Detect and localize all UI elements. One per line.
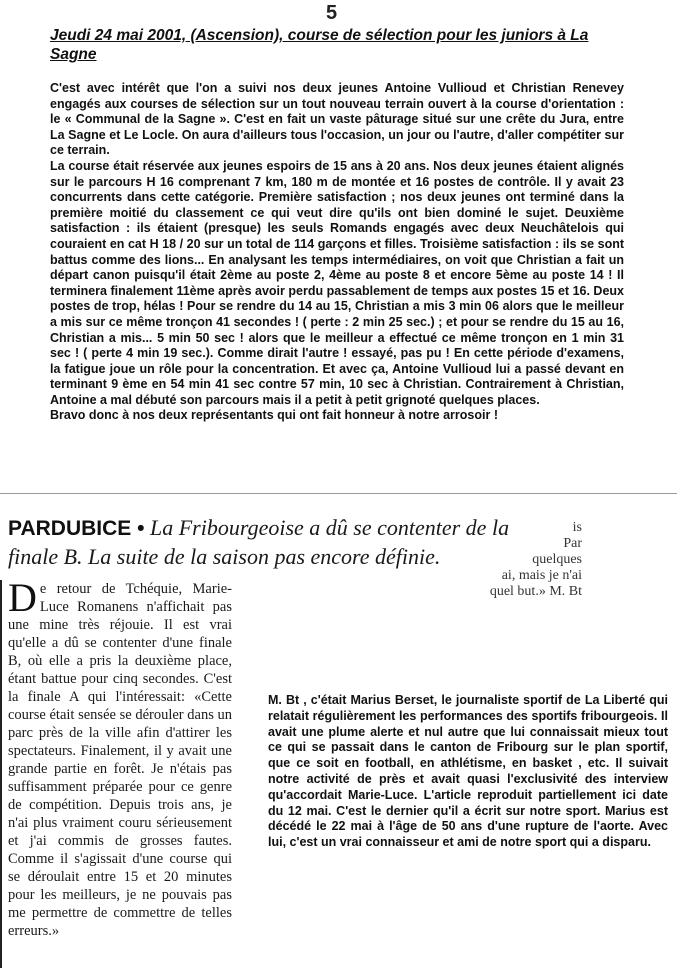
article-paragraph: La course était réservée aux jeunes espoirs de 15 ans à 20 ans. Nos deux jeunes étaient alignés sur le parcours H 16 comprenant 7 km, 180 m de montée et 16 postes de contrôle. Il y avait 23 concurrents dans cette catégorie. Première satisfaction ; nos deux jeunes ont terminé dans la première moitié du classement ce qui veut dire qu'ils ont bien dominé le sujet. Deuxième satisfaction : ils étaient (presque) les seuls Romands engagés avec deux Neuchâtelois qui couraient en cat H 18 / 20 sur un total de 114 garçons et filles. Troisième satisfaction : ils se sont battus comme des lions... En analysant les temps intermédiaires, on voit que Christian a fait un départ canon puisqu'il était 2ème au poste 2, 4ème au poste 8 et encore 5ème au poste 14 ! Il terminera finalement 11ème après avoir perdu passablement de temps aux postes 15 et 16. Deux postes de trop, hélas ! Pour se rendre du 14 au 15, Christian a mis 3 min 06 alors que le meilleur a mis sur ce même tronçon 41 secondes ! ( perte : 2 min 25 sec.) ; et pour se rendre du 15 au 16, Christian a mis... 5 min 50 sec ! alors que le meilleur a effectué ce même tronçon en 1 min 31 sec ! ( perte 4 min 19 sec.). Comme dirait l'autre ! essayé, pas pu ! En cette période d'examens, la fatigue joue un rôle pour la concentration. Et avec ça, Antoine Vullioud lui a passé devant en terminant 9 ème en 54 min 41 sec contre 57 min, 10 sec à Christian. Contrairement à Christian, Antoine a mal débuté son parcours mais il a petit à petit grignoté quelques places. [50, 158, 624, 407]
side-note: M. Bt , c'était Marius Berset, le journaliste sportif de La Liberté qui relatait régulièrement les performances des sportifs fribourgeois. Il avait une plume alerte et nul autre que lui connaissait mieux tout ce qui se passait dans le canton de Fribourg sur le plan sportif, que ce soit en football, en athlétisme, en basket , etc. Il suivait notre activité de près et avait quasi l'exclusivité des interview qu'accordait Marie-Luce. L'article reproduit partiellement ici date du 12 mai. C'est le dernier qu'il a écrit sur notre sport. Marius est décédé le 22 mai à l'âge de 50 ans d'une rupture de l'aorte. Avec lui, c'est un vrai connaisseur et ami de notre sport qui a disparu. [268, 693, 668, 850]
fragment-line: quel but.» M. Bt [489, 584, 582, 599]
article-title: Jeudi 24 mai 2001, (Ascension), course de sélection pour les juniors à La Sagne [50, 27, 589, 63]
fragment-line: is [572, 520, 582, 535]
article-body [50, 81, 624, 424]
clipping-headline-block [8, 514, 518, 571]
article-paragraph: C'est avec intérêt que l'on a suivi nos deux jeunes Antoine Vullioud et Christian Renevey engagés aux courses de sélection sur un tout nouveau terrain ouvert à la course d'orientation : le « Communal de la Sagne ». C'est en fait un vaste pâturage situé sur une crête du Jura, entre La Sagne et Le Locle. On aura d'ailleurs tous l'occasion, un jour ou l'autre, d'aller compétiter sur ce terrain. [50, 81, 624, 158]
fragment-line: Par [563, 536, 582, 551]
clipping-headline: La Fribourgeoise a dû se contenter de la finale B. La suite de la saison pas encore définie. [8, 515, 510, 569]
page-number: 5 [326, 2, 338, 24]
clipping-body-text: e retour de Tchéquie, Marie-Luce Romanens n'affichait pas une mine très réjouie. Il est vrai qu'elle a dû se contenter d'une finale B, où elle a pris la deuxième place, étant battue pour cinq secondes. C'est la finale A qui l'intéressait: «Cette course était sensée se dérouler dans un parc près de la ville afin d'attirer les spectateurs. Finalement, il y avait une grande partie en forêt. Je n'étais pas suffisamment préparée pour ce genre de compétition. Depuis trois ans, je n'ai plus vraiment couru sérieusement et j'ai commis de grosses fautes. Comme il s'agissait d'une course qui se déroulait entre 15 et 20 minutes pour les meilleurs, je ne pouvais pas me permettre de commettre de telles erreurs.» [8, 581, 232, 939]
fragment-line: ai, mais je n'ai [501, 568, 582, 583]
article-paragraph: Bravo donc à nos deux représentants qui ont fait honneur à notre arrosoir ! [50, 408, 498, 423]
clipping-dropcap: D [8, 575, 37, 620]
clipping-divider [0, 493, 677, 494]
clipping-body [8, 575, 232, 940]
clipping-edge [0, 580, 2, 968]
clipping-fragment [452, 520, 582, 600]
clipping-kicker: PARDUBICE • [8, 517, 145, 540]
fragment-line: quelques [532, 552, 582, 567]
